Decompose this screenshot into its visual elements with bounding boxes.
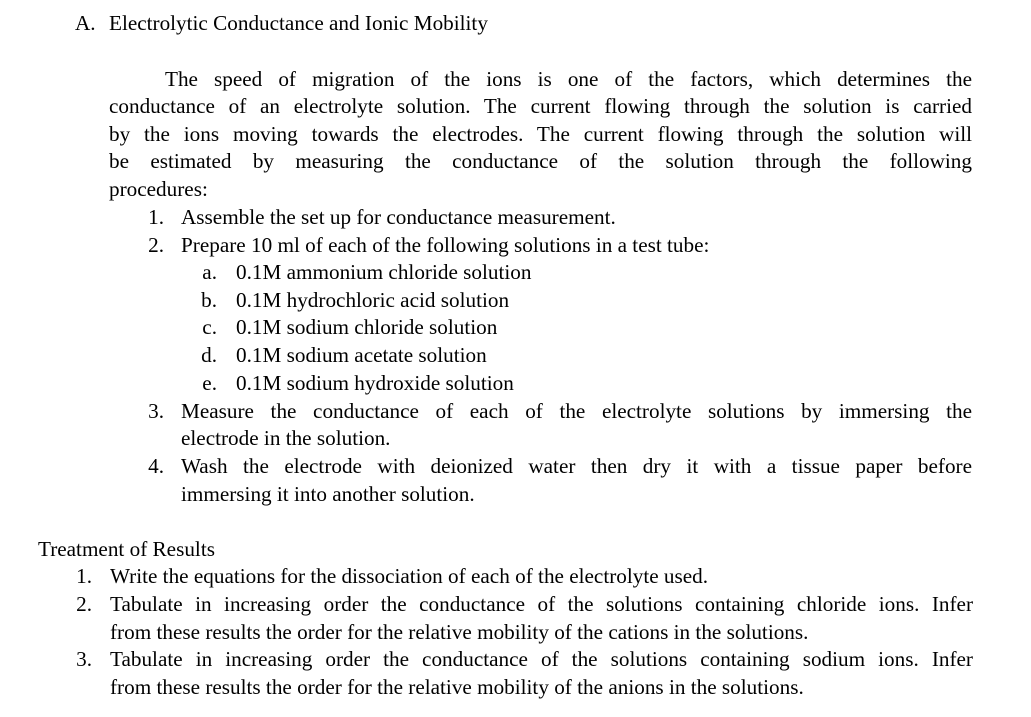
solution-letter: d. [201, 343, 217, 367]
solution-letter: c. [202, 315, 217, 339]
solution-text: 0.1M ammonium chloride solution [236, 260, 532, 284]
intro-line: by the ions moving towards the electrodes. The current flowing through the solution will [109, 122, 972, 146]
solution-letter: a. [202, 260, 217, 284]
solution-text: 0.1M sodium acetate solution [236, 343, 487, 367]
treatment-text: Tabulate in increasing order the conductance of the solutions containing chloride ions. Infer [110, 592, 973, 616]
intro-line: be estimated by measuring the conductance of the solution through the following [109, 149, 972, 173]
treatment-number: 2. [76, 592, 92, 616]
step-number: 4. [148, 454, 164, 478]
step-text: Assemble the set up for conductance measurement. [181, 205, 616, 229]
section-label: A. [75, 11, 96, 35]
solution-text: 0.1M sodium chloride solution [236, 315, 498, 339]
treatment-text: from these results the order for the relative mobility of the cations in the solutions. [110, 620, 809, 644]
treatment-number: 1. [76, 564, 92, 588]
step-text: immersing it into another solution. [181, 482, 475, 506]
treatment-text: from these results the order for the relative mobility of the anions in the solutions. [110, 675, 804, 699]
treatment-text: Tabulate in increasing order the conductance of the solutions containing sodium ions. Infer [110, 647, 973, 671]
step-text: Prepare 10 ml of each of the following solutions in a test tube: [181, 233, 710, 257]
solution-letter: e. [202, 371, 217, 395]
treatment-text: Write the equations for the dissociation of each of the electrolyte used. [110, 564, 709, 588]
solution-letter: b. [201, 288, 217, 312]
section-title: Electrolytic Conductance and Ionic Mobility [109, 11, 488, 35]
step-number: 1. [148, 205, 164, 229]
step-number: 2. [148, 233, 164, 257]
intro-line: conductance of an electrolyte solution. The current flowing through the solution is carried [109, 94, 972, 118]
solution-text: 0.1M sodium hydroxide solution [236, 371, 514, 395]
intro-line: The speed of migration of the ions is one of the factors, which determines the [165, 67, 972, 91]
step-text: Wash the electrode with deionized water then dry it with a tissue paper before [181, 454, 972, 478]
step-number: 3. [148, 399, 164, 423]
step-text: electrode in the solution. [181, 426, 391, 450]
treatment-number: 3. [76, 647, 92, 671]
solution-text: 0.1M hydrochloric acid solution [236, 288, 510, 312]
step-text: Measure the conductance of each of the electrolyte solutions by immersing the [181, 399, 972, 423]
treatment-heading: Treatment of Results [38, 537, 215, 561]
intro-line: procedures: [109, 177, 208, 201]
